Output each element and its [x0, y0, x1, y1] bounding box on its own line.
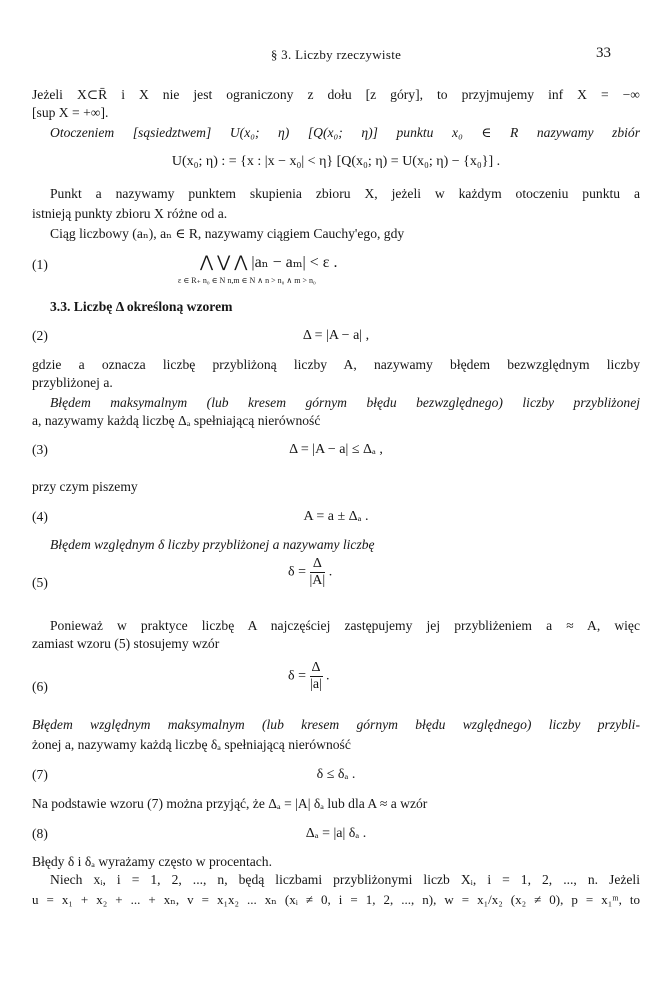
- fraction: [310, 660, 323, 693]
- paragraph-line: [sup X = +∞].: [32, 105, 109, 120]
- paragraph-line: przy czym piszemy: [32, 479, 138, 494]
- equation-number: (8): [32, 826, 48, 841]
- definition-relative-error: Błędem względnym δ liczby przybliżonej a nazywamy liczbę: [50, 537, 375, 552]
- running-header: [0, 45, 672, 67]
- equation-relative-inequality: δ ≤ δₐ .: [316, 767, 356, 782]
- paragraph-line: Na podstawie wzoru (7) można przyjąć, że Δₐ = |A| δₐ lub dla A ≈ a wzór: [32, 796, 428, 811]
- paragraph-line: Niech xᵢ, i = 1, 2, ..., n, będą liczbami przybliżonymi liczb Xᵢ, i = 1, 2, ..., n. Jeżeli: [50, 872, 640, 887]
- equation-relative-error-approx: δ = $\frac{\Delta}{|a|}$ .: [288, 660, 330, 692]
- equation-number: (5): [32, 575, 48, 590]
- definition-neighbourhood: Otoczeniem [sąsiedztwem] U(x₀; η) [Q(x₀; η)] punktu x₀ ∈ R nazywamy zbiór: [50, 125, 640, 140]
- equation-number: (7): [32, 767, 48, 782]
- equation-lhs: δ =: [288, 668, 306, 684]
- paragraph-line: przybliżonej a.: [32, 375, 113, 390]
- fraction-denominator: |A|: [309, 573, 326, 588]
- paragraph-line: zamiast wzoru (5) stosujemy wzór: [32, 636, 220, 651]
- equation-neighbourhood: U(x₀; η) : = {x : |x − x₀| < η} [Q(x₀; η) = U(x₀; η) − {x₀}] .: [171, 154, 501, 169]
- equation-lhs: δ =: [288, 564, 306, 580]
- page-number: 33: [596, 45, 611, 61]
- equation-number: (3): [32, 442, 48, 457]
- definition-maximal-error: Błędem maksymalnym (lub kresem górnym błędu bezwzględnego) liczby przybliżonej: [50, 395, 640, 410]
- equation-relative-error: δ = $\frac{\Delta}{|A|}$ .: [288, 556, 333, 588]
- definition-cauchy-sequence: Ciąg liczbowy (aₙ), aₙ ∈ R, nazywamy ciągiem Cauchy'ego, gdy: [50, 226, 405, 241]
- equation-number: (1): [32, 257, 48, 272]
- fraction-numerator: Δ: [310, 556, 326, 573]
- equation-a-plus-minus: A = a ± Δₐ .: [303, 509, 369, 524]
- subsection-3-3: 3.3. Liczbę Δ określoną wzorem: [50, 299, 233, 314]
- paragraph-line: u = x₁ + x₂ + ... + xₙ, v = x₁x₂ ... xₙ (xᵢ ≠ 0, i = 1, 2, ..., n), w = x₁/x₂ (x₂ ≠ 0), p = x₁ᵐ, to: [32, 892, 640, 907]
- section-title: § 3. Liczby rzeczywiste: [270, 47, 402, 62]
- paragraph-line: Błędy δ i δₐ wyrażamy często w procentach.: [32, 854, 272, 869]
- definition-maximal-relative-error: Błędem względnym maksymalnym (lub kresem górnym błędu względnego) liczby przybli-: [32, 717, 640, 732]
- fraction: [310, 556, 326, 589]
- equation-cauchy: ⋀ ⋁ ⋀ |aₙ − aₘ| < ε .: [200, 254, 338, 271]
- fraction-denominator: |a|: [310, 677, 322, 692]
- paragraph-line: żonej a, nazywamy każdą liczbę δₐ spełniającą nierówność: [32, 737, 351, 752]
- equation-delta-a: Δₐ = |a| δₐ .: [305, 826, 367, 841]
- equation-number: (6): [32, 679, 48, 694]
- equation-number: (4): [32, 509, 48, 524]
- equation-max-error-inequality: Δ = |A − a| ≤ Δₐ ,: [289, 442, 383, 457]
- equation-absolute-error: Δ = |A − a| ,: [302, 328, 370, 343]
- fraction-numerator: Δ: [311, 660, 321, 675]
- equation-number: (2): [32, 328, 48, 343]
- paragraph-line: a, nazywamy każdą liczbę Δₐ spełniającą nierówność: [32, 413, 321, 428]
- paragraph-line: Jeżeli X⊂R̄ i X nie jest ograniczony z dołu [z góry], to przyjmujemy inf X = −∞: [32, 87, 640, 102]
- equation-cauchy-subscripts: ε ∈ R₊ n₀ ∈ N n,m ∈ N ∧ n > n₀ ∧ m > n₀: [178, 276, 316, 285]
- paragraph-line: istnieją punkty zbioru X różne od a.: [32, 206, 228, 221]
- definition-accumulation-point: Punkt a nazywamy punktem skupienia zbioru X, jeżeli w każdym otoczeniu punktu a: [50, 186, 640, 201]
- paragraph-line: Ponieważ w praktyce liczbę A najczęściej zastępujemy jej przybliżeniem a ≈ A, więc: [50, 618, 640, 633]
- paragraph-line: gdzie a oznacza liczbę przybliżoną liczby A, nazywamy błędem bezwzględnym liczby: [32, 357, 640, 372]
